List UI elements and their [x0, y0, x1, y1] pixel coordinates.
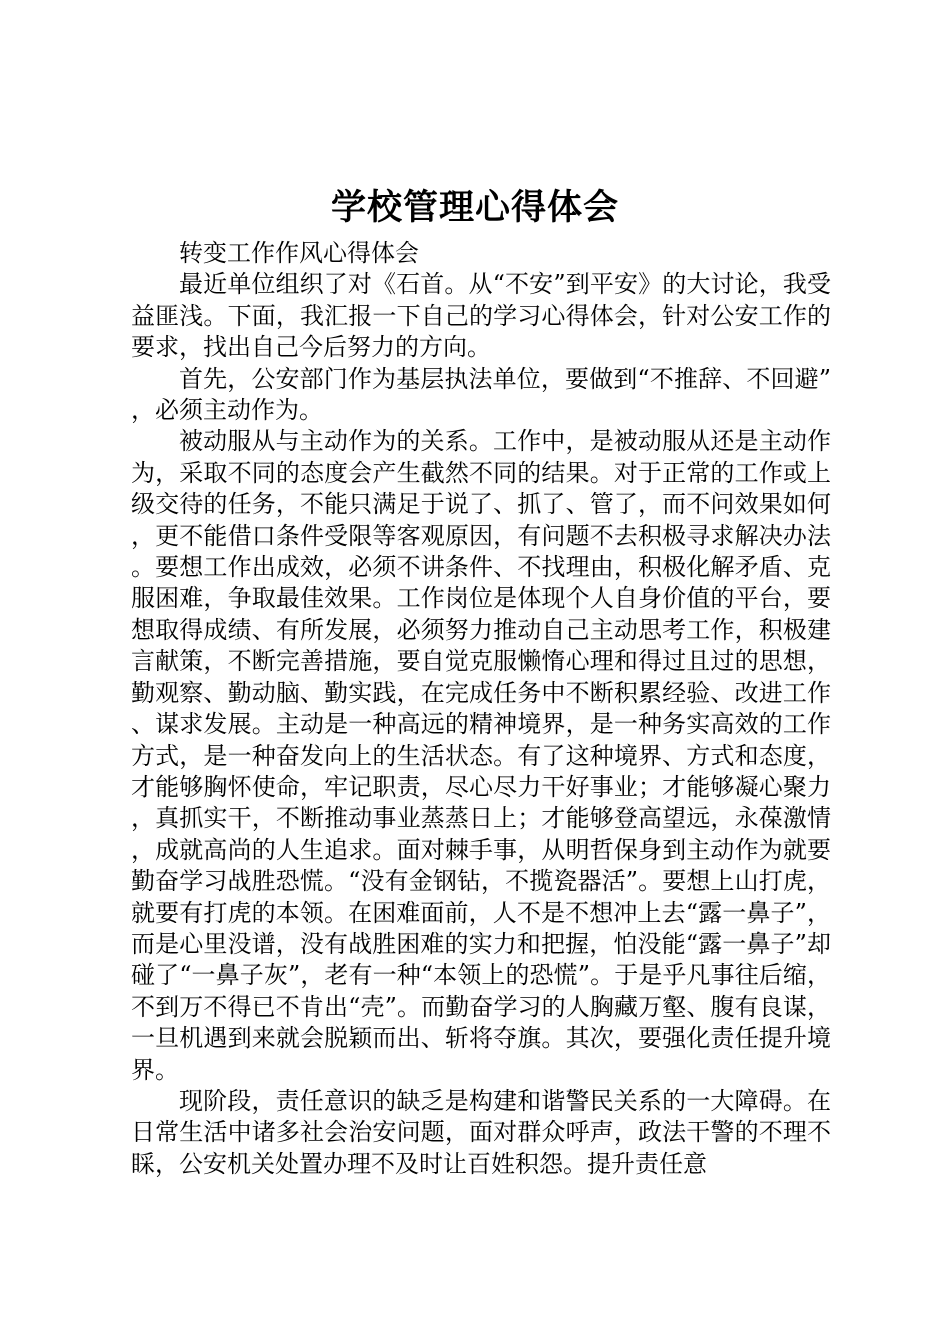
paragraph-responsibility: 现阶段，责任意识的缺乏是构建和谐警民关系的一大障碍。在日常生活中诸多社会治安问题，面对群众呼声，政法干警的不理不睬，公安机关处置办理不及时让百姓积怨。提升责任意	[131, 1086, 831, 1178]
document-title: 学校管理心得体会	[330, 187, 619, 228]
paragraph-subtitle: 转变工作作风心得体会	[179, 239, 419, 267]
document-body	[131, 238, 831, 1180]
paragraph-passive-vs-active: 被动服从与主动作为的关系。工作中，是被动服从还是主动作为，采取不同的态度会产生截然不同的结果。对于正常的工作或上级交待的任务，不能只满足于说了、抓了、管了，而不问效果如何，更不能借口条件受限等客观原因，有问题不去积极寻求解决办法。要想工作出成效，必须不讲条件、不找理由，积极化解矛盾、克服困难，争取最佳效果。工作岗位是体现个人自身价值的平台，要想取得成绩、有所发展，必须努力推动自己主动思考工作，积极建言献策，不断完善措施，要自觉克服懒惰心理和得过且过的思想，勤观察、勤动脑、勤实践，在完成任务中不断积累经验、改进工作、谋求发展。主动是一种高远的精神境界，是一种务实高效的工作方式，是一种奋发向上的生活状态。有了这种境界、方式和态度，才能够胸怀使命，牢记职责，尽心尽力干好事业；才能够凝心聚力，真抓实干，不断推动事业蒸蒸日上；才能够登高望远，永葆激情，成就高尚的人生追求。面对棘手事，从明哲保身到主动作为就要勤奋学习战胜恐慌。“没有金钢钻，不揽瓷器活”。要想上山打虎，就要有打虎的本领。在困难面前，人不是不想冲上去“露一鼻子”，而是心里没谱，没有战胜困难的实力和把握，怕没能“露一鼻子”却碰了“一鼻子灰”，老有一种“本领上的恐慌”。于是乎凡事往后缩，不到万不得已不肯出“壳”。而勤奋学习的人胸藏万壑、腹有良谋，一旦机遇到来就会脱颖而出、斩将夺旗。其次，要强化责任提升境界。	[131, 427, 831, 1084]
paragraph-first-point: 首先，公安部门作为基层执法单位，要做到“不推辞、不回避”，必须主动作为。	[131, 364, 831, 425]
paragraph-intro: 最近单位组织了对《石首。从“不安”到平安》的大讨论，我受益匪浅。下面，我汇报一下自己的学习心得体会，针对公安工作的要求，找出自己今后努力的方向。	[131, 270, 831, 362]
